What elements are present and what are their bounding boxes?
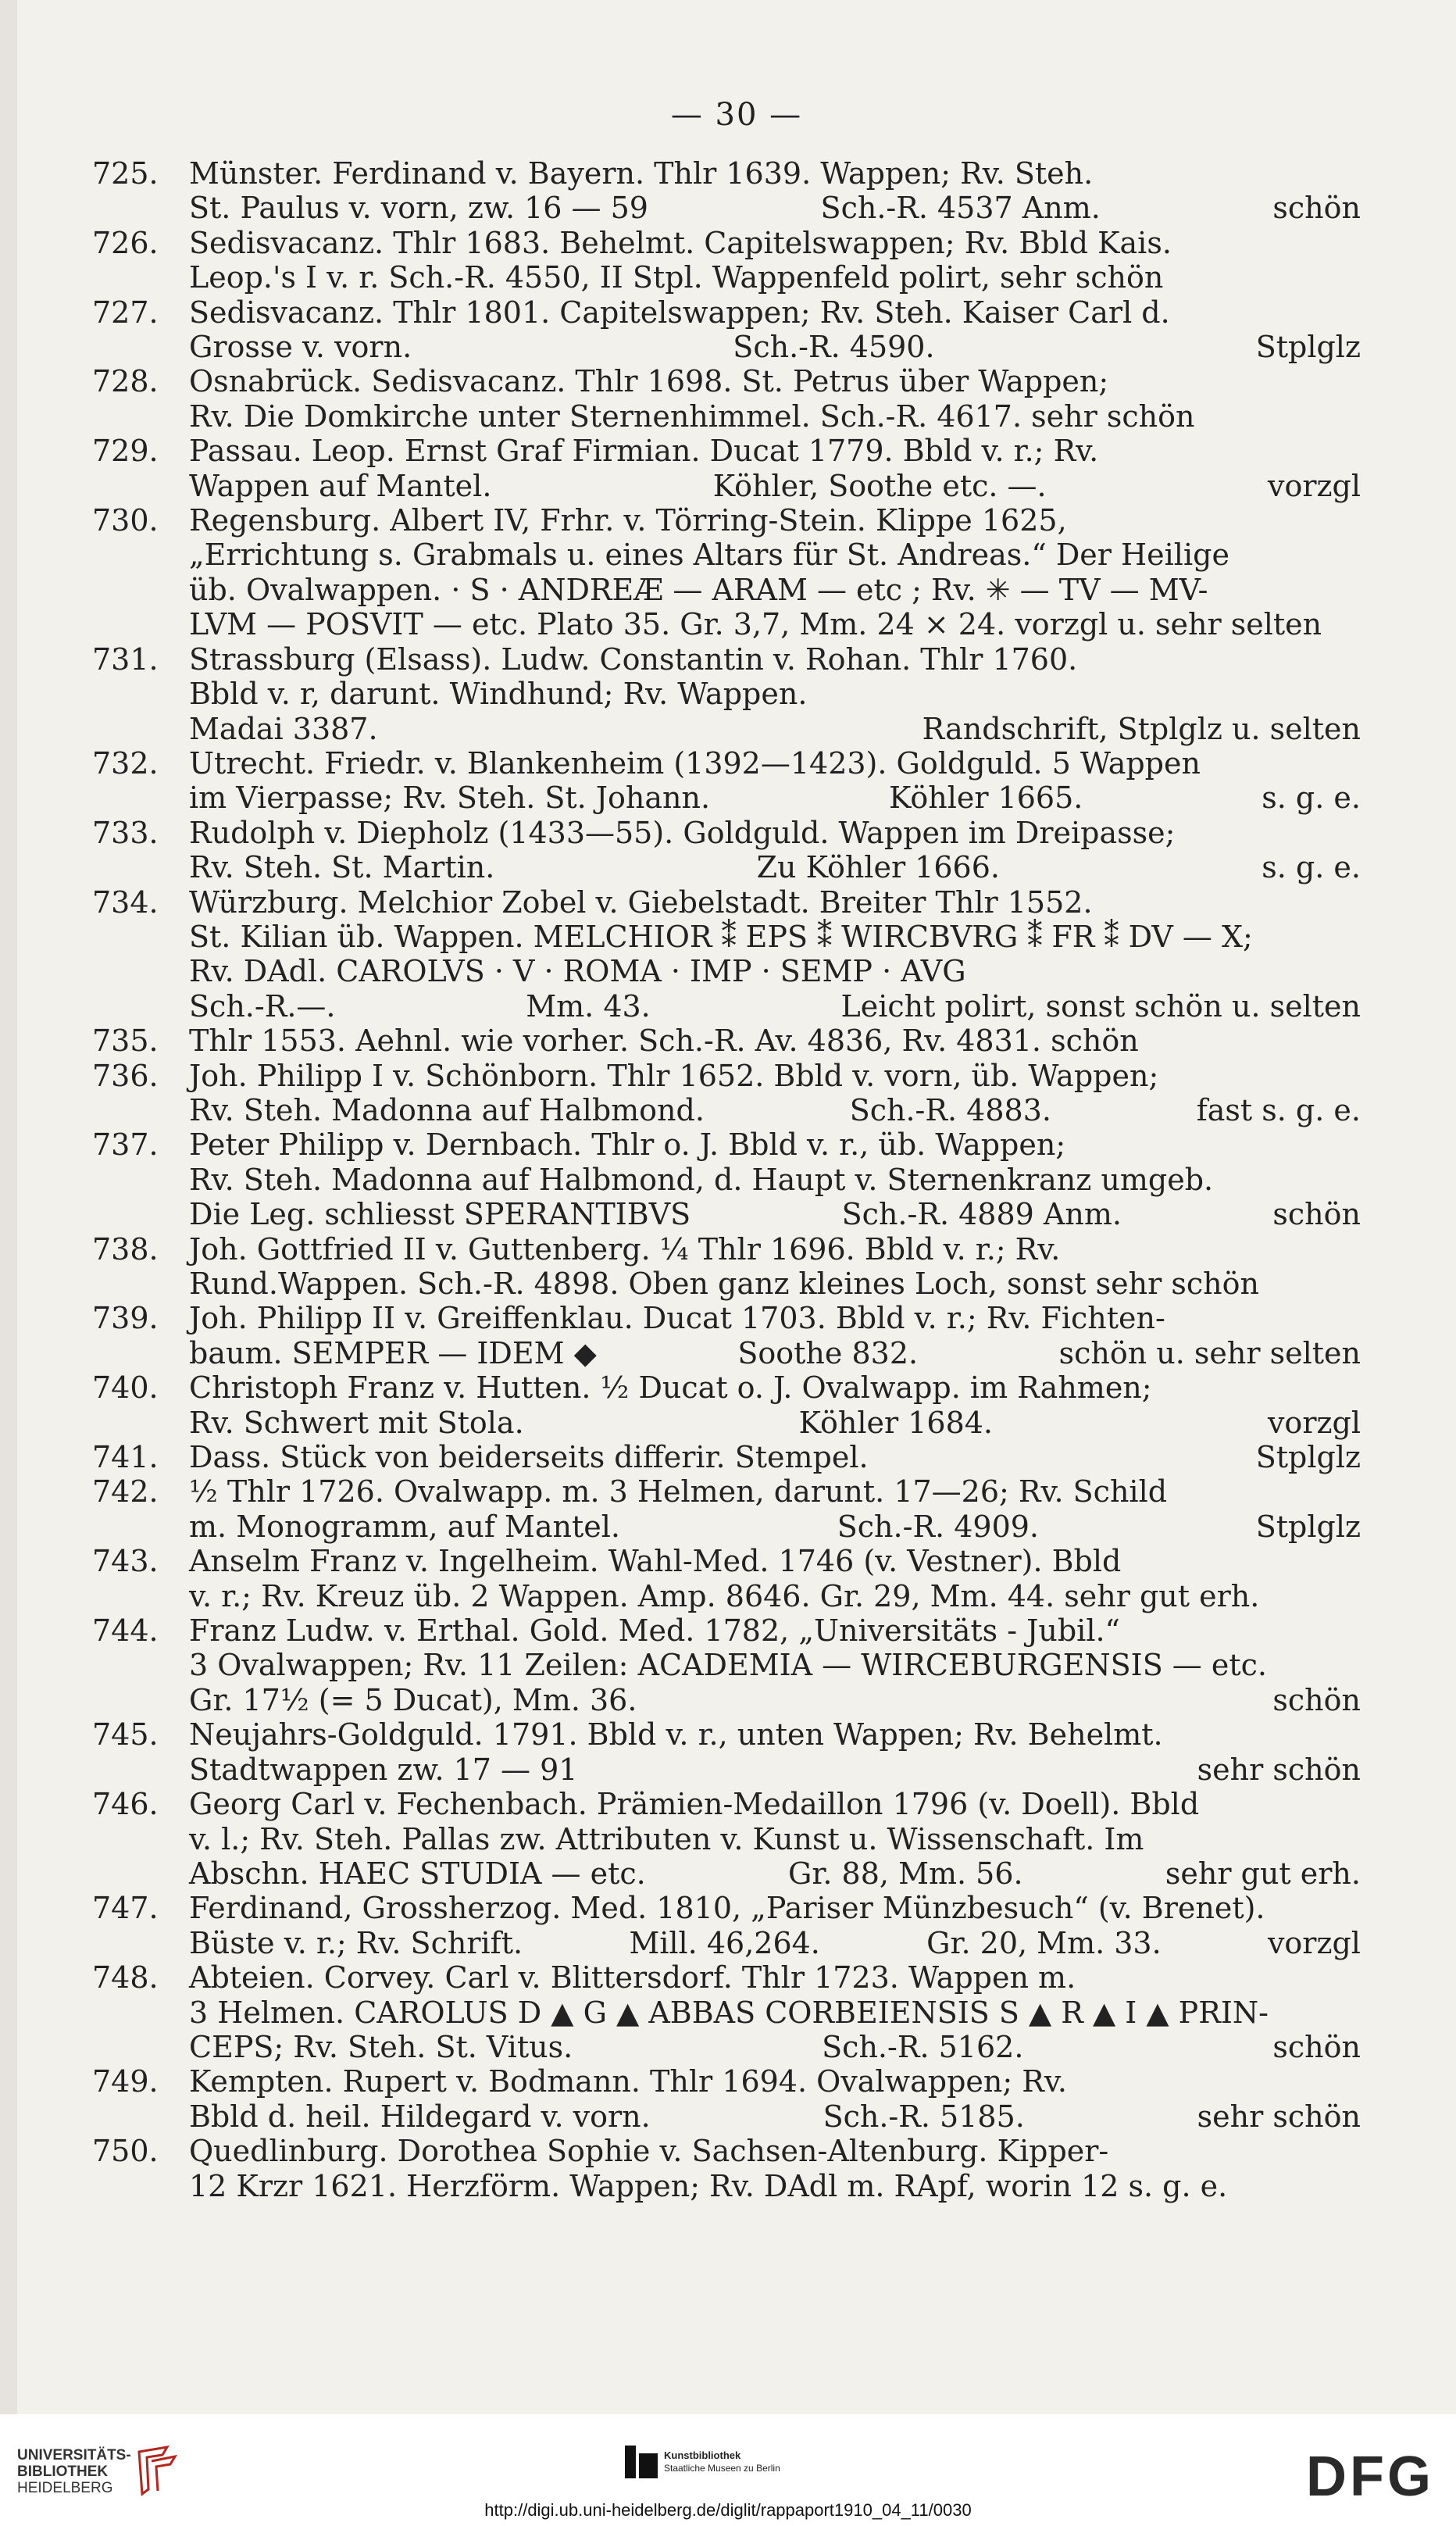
entry-line	[189, 1163, 1361, 1197]
entry-number: 741.	[92, 1440, 159, 1475]
entry-text: Büste v. r.; Rv. Schrift.	[189, 1925, 523, 1960]
catalogue-entry	[17, 1127, 1456, 1231]
entry-line	[189, 1267, 1361, 1301]
university-name	[17, 2447, 131, 2496]
university-line: BIBLIOTHEK	[17, 2463, 109, 2480]
entry-text: Christoph Franz v. Hutten. ½ Ducat o. J. Ovalwapp. im Rahmen;	[189, 1370, 1152, 1406]
entry-text: schön u. sehr selten	[1058, 1335, 1361, 1370]
entry-number: 745.	[92, 1717, 159, 1752]
entry-text: Gr. 88, Mm. 56.	[788, 1856, 1023, 1891]
entry-number: 735.	[92, 1024, 159, 1059]
catalogue-entry	[17, 295, 1456, 365]
entry-line	[189, 1197, 1361, 1231]
entry-text: sehr gut erh.	[1165, 1856, 1361, 1891]
entry-text: Bbld d. heil. Hildegard v. vorn.	[189, 2099, 651, 2134]
entry-text: ½ Thlr 1726. Ovalwapp. m. 3 Helmen, darunt. 17—26; Rv. Schild	[189, 1474, 1168, 1510]
entry-line	[189, 2169, 1361, 2203]
entry-number: 737.	[92, 1127, 159, 1163]
entry-text: Gr. 17½ (= 5 Ducat), Mm. 36.	[189, 1682, 637, 1717]
entry-line	[189, 226, 1361, 260]
entry-number: 727.	[92, 295, 159, 330]
entry-number: 738.	[92, 1231, 159, 1267]
entry-text: vorzgl	[1267, 1405, 1361, 1440]
entry-line	[189, 1370, 1361, 1405]
entry-number: 743.	[92, 1544, 159, 1579]
entry-line	[189, 1544, 1361, 1578]
entry-text: Anselm Franz v. Ingelheim. Wahl-Med. 1746 (v. Vestner). Bbld	[189, 1544, 1122, 1579]
entry-line	[189, 295, 1361, 330]
catalogue-entry	[17, 746, 1456, 816]
entry-number: 748.	[92, 1960, 159, 1995]
catalogue-entry	[17, 1024, 1456, 1058]
entry-line	[189, 2099, 1361, 2134]
entry-line	[189, 1648, 1361, 1682]
scanned-page	[17, 0, 1456, 2414]
entry-number: 734.	[92, 884, 159, 920]
catalogue-entry	[17, 1232, 1456, 1302]
entry-text: 3 Ovalwappen; Rv. 11 Zeilen: ACADEMIA — WIRCEBURGENSIS — etc.	[189, 1648, 1268, 1683]
entry-line	[189, 816, 1361, 850]
entry-line	[189, 364, 1361, 398]
entry-text: Sch.-R. 4537 Anm.	[820, 191, 1101, 226]
entry-text: Leicht polirt, sonst schön u. selten	[840, 988, 1361, 1024]
entry-line	[189, 989, 1361, 1024]
entry-line	[189, 1579, 1361, 1613]
entry-line	[189, 1613, 1361, 1648]
entry-text: schön	[1272, 1197, 1361, 1232]
entry-text: baum. SEMPER — IDEM ◆	[189, 1335, 597, 1370]
entry-line	[189, 850, 1361, 884]
entry-text: Rudolph v. Diepholz (1433—55). Goldguld. Wappen im Dreipasse;	[189, 815, 1176, 850]
catalogue-entry	[17, 156, 1456, 226]
entry-line	[189, 920, 1361, 954]
catalogue-entry	[17, 1370, 1456, 1440]
entry-text: St. Paulus v. vorn, zw. 16 — 59	[189, 191, 648, 226]
entry-text: Neujahrs-Goldguld. 1791. Bbld v. r., unten Wappen; Rv. Behelmt.	[189, 1717, 1163, 1752]
catalogue-entry	[17, 1474, 1456, 1544]
entry-text: Sch.-R. 5162.	[822, 2029, 1024, 2064]
entry-line	[189, 607, 1361, 641]
entry-line	[189, 712, 1361, 746]
entry-text: Leop.'s I v. r. Sch.-R. 4550, II Stpl. Wappenfeld polirt, sehr schön	[189, 260, 1164, 295]
entry-text: „Errichtung s. Grabmals u. eines Altars für St. Andreas.“ Der Heilige	[189, 538, 1229, 573]
entry-line	[189, 330, 1361, 364]
entry-text: Sch.-R.—.	[189, 988, 336, 1024]
entry-text: Köhler, Soothe etc. —.	[712, 468, 1047, 503]
entry-number: 730.	[92, 503, 159, 538]
dfg-logo[interactable]: DFG	[1306, 2446, 1434, 2508]
kb-line: Staatliche Museen zu Berlin	[664, 2463, 780, 2474]
entry-text: St. Kilian üb. Wappen. MELCHIOR ⁑ EPS ⁑ WIRCBVRG ⁑ FR ⁑ DV — X;	[189, 919, 1253, 954]
entry-text: Rv. Steh. Madonna auf Halbmond, d. Haupt v. Sternenkranz umgeb.	[189, 1162, 1214, 1197]
entry-line	[189, 156, 1361, 191]
entry-line	[189, 1960, 1361, 1995]
catalogue-entry	[17, 364, 1456, 434]
entry-text: Franz Ludw. v. Erthal. Gold. Med. 1782, „Universitäts - Jubil.“	[189, 1613, 1120, 1649]
entry-number: 726.	[92, 225, 159, 260]
catalogue-entry	[17, 1613, 1456, 1717]
entry-line	[189, 573, 1361, 607]
entry-text: Osnabrück. Sedisvacanz. Thlr 1698. St. Petrus über Wappen;	[189, 364, 1109, 399]
catalogue-entry	[17, 1787, 1456, 1891]
entry-line	[189, 503, 1361, 538]
entry-text: Stplglz	[1255, 1440, 1361, 1475]
university-logo[interactable]	[17, 2446, 183, 2497]
entry-text: Madai 3387.	[189, 711, 378, 746]
catalogue-entry	[17, 1301, 1456, 1370]
entry-line	[189, 1406, 1361, 1440]
entry-line	[189, 1926, 1361, 1960]
entry-line	[189, 2030, 1361, 2064]
entry-text: Die Leg. schliesst SPERANTIBVS	[189, 1197, 691, 1232]
entry-text: fast s. g. e.	[1196, 1092, 1361, 1127]
catalogue-entry	[17, 1717, 1456, 1787]
entry-text: Abteien. Corvey. Carl v. Blittersdorf. Thlr 1723. Wappen m.	[189, 1960, 1076, 1995]
entry-line	[189, 1891, 1361, 1925]
entry-line	[189, 1301, 1361, 1335]
catalogue-entry	[17, 1059, 1456, 1128]
catalogue-entry	[17, 816, 1456, 885]
entry-text: Grosse v. vorn.	[189, 330, 412, 365]
entry-line	[189, 1059, 1361, 1093]
entry-text: Sedisvacanz. Thlr 1801. Capitelswappen; Rv. Steh. Kaiser Carl d.	[189, 295, 1170, 330]
catalogue-entry	[17, 503, 1456, 642]
entry-number: 725.	[92, 156, 159, 191]
entry-text: im Vierpasse; Rv. Steh. St. Johann.	[189, 781, 711, 816]
entry-line	[189, 1440, 1361, 1474]
entry-line	[189, 1510, 1361, 1544]
entry-number: 742.	[92, 1474, 159, 1510]
entry-text: Peter Philipp v. Dernbach. Thlr o. J. Bbld v. r., üb. Wappen;	[189, 1127, 1066, 1163]
entry-text: v. r.; Rv. Kreuz üb. 2 Wappen. Amp. 8646. Gr. 29, Mm. 44. sehr gut erh.	[189, 1578, 1260, 1613]
entry-text: vorzgl	[1267, 1925, 1361, 1960]
entry-text: schön	[1272, 1682, 1361, 1717]
footer-bar	[0, 2414, 1456, 2526]
entry-text: Abschn. HAEC STUDIA — etc.	[189, 1856, 646, 1891]
catalogue-entry	[17, 1544, 1456, 1613]
entry-text: Ferdinand, Grossherzog. Med. 1810, „Pariser Münzbesuch“ (v. Brenet).	[189, 1891, 1265, 1926]
entry-text: Münster. Ferdinand v. Bayern. Thlr 1639. Wappen; Rv. Steh.	[189, 156, 1094, 191]
entry-text: Sch.-R. 4909.	[837, 1509, 1039, 1544]
entry-text: m. Monogramm, auf Mantel.	[189, 1509, 621, 1544]
catalogue-entry	[17, 1891, 1456, 1960]
entry-line	[189, 399, 1361, 434]
entry-line	[189, 260, 1361, 295]
entry-text: Thlr 1553. Aehnl. wie vorher. Sch.-R. Av. 4836, Rv. 4831. schön	[189, 1024, 1139, 1059]
entry-number: 733.	[92, 815, 159, 850]
entry-text: Gr. 20, Mm. 33.	[926, 1925, 1162, 1960]
university-line: UNIVERSITÄTS-	[17, 2446, 131, 2463]
entry-line	[189, 1787, 1361, 1821]
entry-text: schön	[1272, 2029, 1361, 2064]
entry-text: Sch.-R. 4590.	[733, 330, 935, 365]
entry-text: Quedlinburg. Dorothea Sophie v. Sachsen-Altenburg. Kipper-	[189, 2134, 1109, 2169]
entry-text: Rund.Wappen. Sch.-R. 4898. Oben ganz kleines Loch, sonst sehr schön	[189, 1267, 1259, 1301]
entry-text: Regensburg. Albert IV, Frhr. v. Törring-Stein. Klippe 1625,	[189, 503, 1067, 538]
entry-line	[189, 1717, 1361, 1752]
entry-line	[189, 1856, 1361, 1891]
entry-number: 731.	[92, 641, 159, 677]
entry-text: Köhler 1684.	[798, 1405, 994, 1440]
entry-text: Mm. 43.	[526, 988, 651, 1024]
entry-text: s. g. e.	[1262, 781, 1361, 816]
entry-line	[189, 1474, 1361, 1509]
entry-line	[189, 1336, 1361, 1370]
entry-number: 746.	[92, 1787, 159, 1822]
entry-text: vorzgl	[1267, 468, 1361, 503]
entry-text: sehr schön	[1197, 2099, 1361, 2134]
entry-line	[189, 2134, 1361, 2168]
page-number: — 30 —	[670, 97, 803, 133]
entry-text: Joh. Philipp I v. Schönborn. Thlr 1652. Bbld v. vorn, üb. Wappen;	[189, 1058, 1159, 1093]
kunstbibliothek-name	[664, 2449, 780, 2474]
catalogue-entry	[17, 226, 1456, 295]
catalogue-entry	[17, 885, 1456, 1024]
kunstbibliothek-emblem-icon	[625, 2446, 658, 2478]
entry-text: Passau. Leop. Ernst Graf Firmian. Ducat 1779. Bbld v. r.; Rv.	[189, 434, 1099, 469]
entry-text: Rv. Steh. St. Martin.	[189, 850, 495, 885]
entry-number: 732.	[92, 745, 159, 781]
catalogue-entry	[17, 2134, 1456, 2203]
entry-text: Utrecht. Friedr. v. Blankenheim (1392—1423). Goldguld. 5 Wappen	[189, 745, 1201, 781]
catalogue-entry	[17, 642, 1456, 746]
entry-text: LVM — POSVIT — etc. Plato 35. Gr. 3,7, Mm. 24 × 24. vorzgl u. sehr selten	[189, 607, 1322, 642]
entry-text: Georg Carl v. Fechenbach. Prämien-Medaillon 1796 (v. Doell). Bbld	[189, 1787, 1200, 1822]
kunstbibliothek-logo[interactable]	[625, 2446, 780, 2478]
entry-text: v. l.; Rv. Steh. Pallas zw. Attributen v. Kunst u. Wissenschaft. Im	[189, 1821, 1144, 1856]
entry-text: Joh. Philipp II v. Greiffenklau. Ducat 1703. Bbld v. r.; Rv. Fichten-	[189, 1301, 1165, 1336]
catalogue-entry	[17, 1960, 1456, 2064]
entry-line	[189, 781, 1361, 815]
entry-text: Joh. Gottfried II v. Guttenberg. ¼ Thlr 1696. Bbld v. r.; Rv.	[189, 1231, 1061, 1267]
entry-line	[189, 1683, 1361, 1717]
university-line: HEIDELBERG	[17, 2479, 113, 2496]
entry-number: 747.	[92, 1891, 159, 1926]
entry-number: 740.	[92, 1370, 159, 1406]
permalink-url[interactable]: http://digi.ub.uni-heidelberg.de/diglit/rappaport1910_04_11/0030	[484, 2500, 972, 2520]
entry-number: 744.	[92, 1613, 159, 1649]
entry-line	[189, 1127, 1361, 1162]
entry-line	[189, 1232, 1361, 1267]
entry-text: Rv. Die Domkirche unter Sternenhimmel. Sch.-R. 4617. sehr schön	[189, 398, 1195, 434]
entry-line	[189, 642, 1361, 677]
entry-text: Rv. Schwert mit Stola.	[189, 1405, 524, 1440]
entry-line	[189, 1752, 1361, 1787]
entry-line	[189, 885, 1361, 920]
entry-line	[189, 469, 1361, 503]
entry-line	[189, 538, 1361, 572]
entry-text: Stadtwappen zw. 17 — 91	[189, 1752, 578, 1787]
entry-text: Stplglz	[1255, 1509, 1361, 1544]
entry-number: 729.	[92, 434, 159, 469]
catalogue-entries	[17, 156, 1456, 2203]
entry-number: 728.	[92, 364, 159, 399]
entry-text: sehr schön	[1197, 1752, 1361, 1787]
entry-number: 750.	[92, 2134, 159, 2169]
entry-number: 739.	[92, 1301, 159, 1336]
entry-text: 3 Helmen. CAROLUS D ▲ G ▲ ABBAS CORBEIENSIS S ▲ R ▲ I ▲ PRIN-	[189, 1995, 1269, 2030]
kb-line: Kunstbibliothek	[664, 2449, 741, 2461]
entry-line	[189, 434, 1361, 468]
entry-text: Sch.-R. 4883.	[849, 1092, 1051, 1127]
entry-text: s. g. e.	[1262, 850, 1361, 885]
entry-text: schön	[1272, 191, 1361, 226]
entry-line	[189, 2064, 1361, 2099]
catalogue-entry	[17, 1440, 1456, 1474]
entry-text: Würzburg. Melchior Zobel v. Giebelstadt. Breiter Thlr 1552.	[189, 884, 1093, 920]
ub-heidelberg-emblem-icon	[136, 2446, 183, 2497]
entry-line	[189, 1024, 1361, 1058]
entry-text: Rv. Steh. Madonna auf Halbmond.	[189, 1092, 705, 1127]
entry-text: Strassburg (Elsass). Ludw. Constantin v. Rohan. Thlr 1760.	[189, 641, 1078, 677]
entry-line	[189, 954, 1361, 988]
catalogue-entry	[17, 2064, 1456, 2134]
entry-text: Sch.-R. 4889 Anm.	[841, 1197, 1122, 1232]
entry-line	[189, 1995, 1361, 2030]
entry-text: Rv. DAdl. CAROLVS · V · ROMA · IMP · SEMP · AVG	[189, 954, 966, 989]
entry-line	[189, 746, 1361, 781]
entry-text: Soothe 832.	[737, 1335, 919, 1370]
entry-text: Kempten. Rupert v. Bodmann. Thlr 1694. Ovalwappen; Rv.	[189, 2064, 1067, 2099]
entry-text: CEPS; Rv. Steh. St. Vitus.	[189, 2029, 573, 2064]
catalogue-entry	[17, 434, 1456, 503]
entry-line	[189, 677, 1361, 711]
entry-text: Randschrift, Stplglz u. selten	[922, 711, 1361, 746]
entry-text: Mill. 46,264.	[629, 1925, 820, 1960]
entry-number: 736.	[92, 1058, 159, 1093]
entry-line	[189, 191, 1361, 225]
entry-text: Wappen auf Mantel.	[189, 468, 492, 503]
entry-text: Sedisvacanz. Thlr 1683. Behelmt. Capitelswappen; Rv. Bbld Kais.	[189, 225, 1172, 260]
entry-line	[189, 1093, 1361, 1127]
entry-text: Dass. Stück von beiderseits differir. Stempel.	[189, 1440, 869, 1475]
entry-text: Bbld v. r, darunt. Windhund; Rv. Wappen.	[189, 677, 808, 712]
entry-line	[189, 1822, 1361, 1856]
entry-text: Köhler 1665.	[888, 781, 1083, 816]
entry-number: 749.	[92, 2064, 159, 2099]
entry-text: 12 Krzr 1621. Herzförm. Wappen; Rv. DAdl m. RApf, worin 12 s. g. e.	[189, 2168, 1228, 2203]
entry-text: Sch.-R. 5185.	[823, 2099, 1025, 2134]
entry-text: üb. Ovalwappen. · S · ANDREÆ — ARAM — etc ; Rv. ✳ — TV — MV-	[189, 572, 1208, 607]
entry-text: Stplglz	[1255, 330, 1361, 365]
entry-text: Zu Köhler 1666.	[756, 850, 1000, 885]
